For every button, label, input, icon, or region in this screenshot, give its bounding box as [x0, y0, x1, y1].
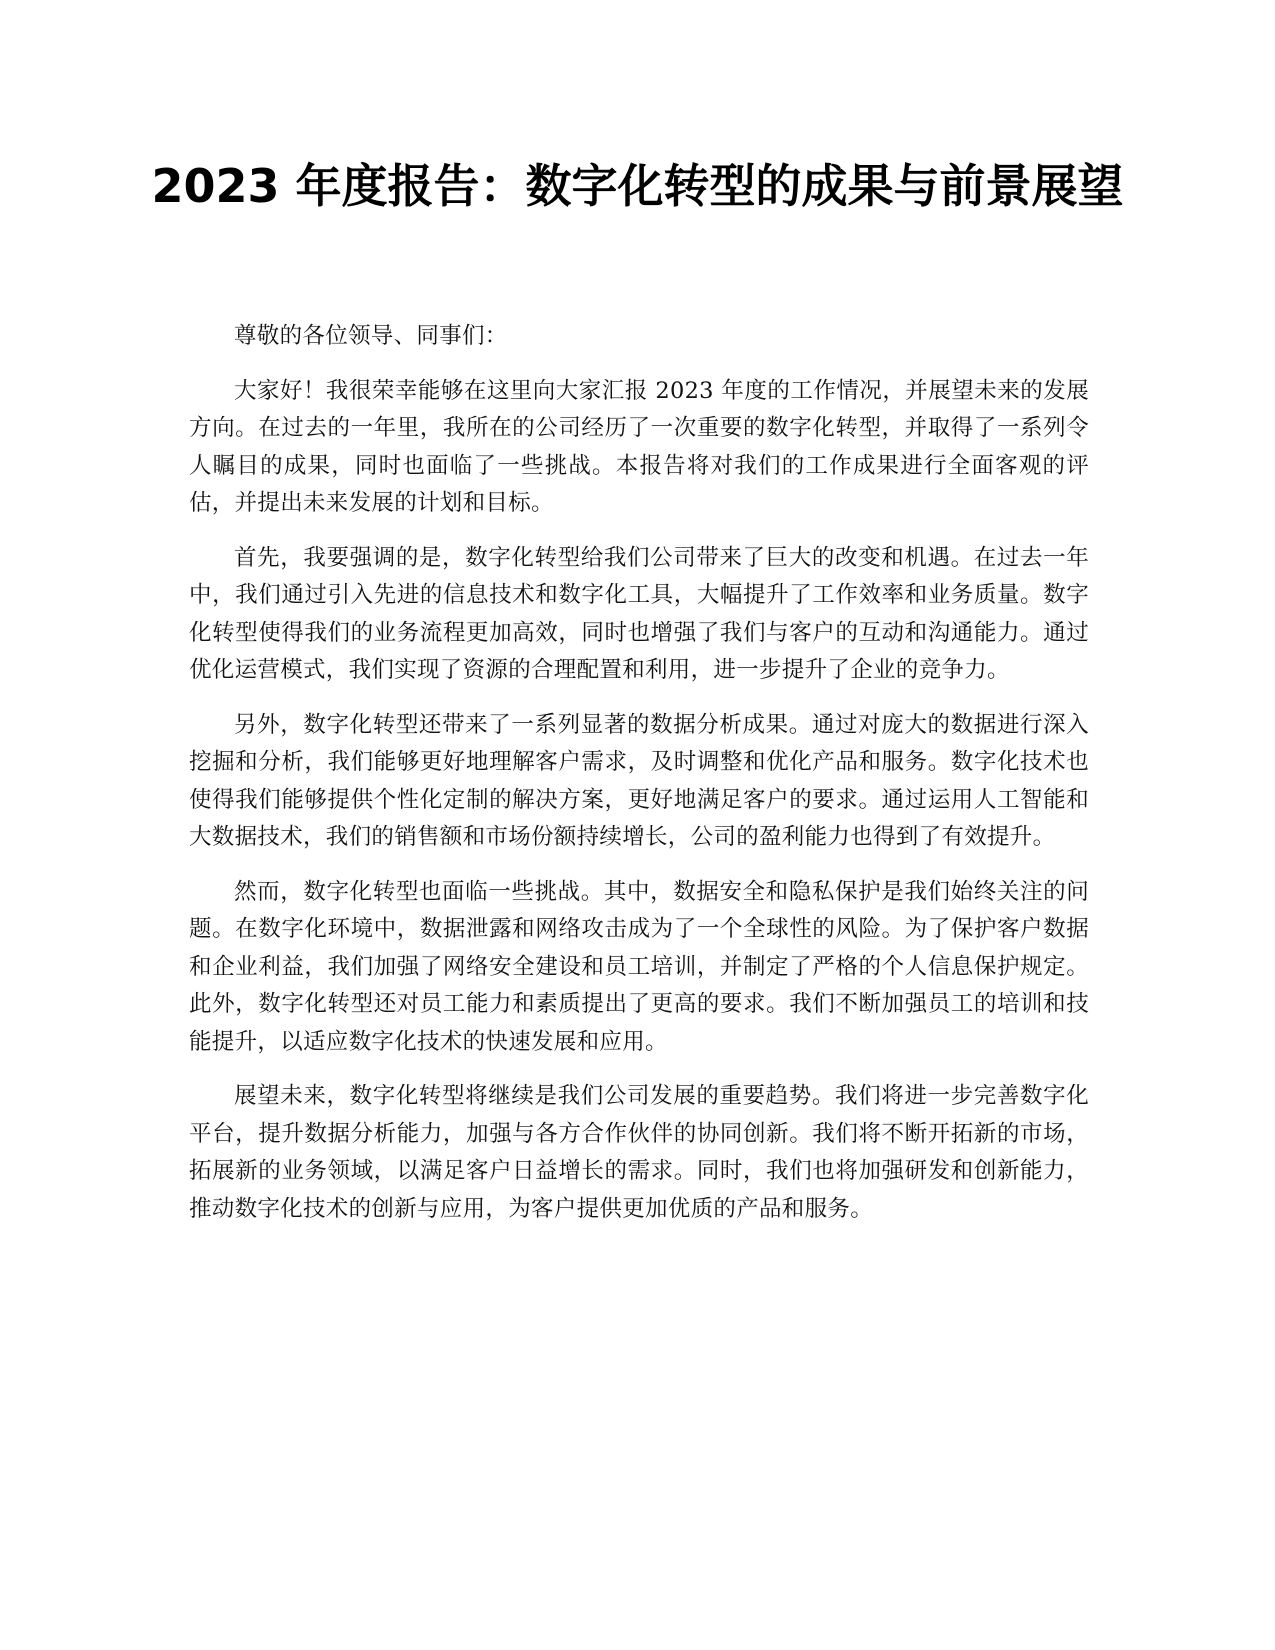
- document-body: [189, 318, 1089, 1245]
- achievements-paragraph: 首先，我要强调的是，数字化转型给我们公司带来了巨大的改变和机遇。在过去一年中，我们通过引入先进的信息技术和数字化工具，大幅提升了工作效率和业务质量。数字化转型使得我们的业务流程更加高效，同时也增强了我们与客户的互动和沟通能力。通过优化运营模式，我们实现了资源的合理配置和利用，进一步提升了企业的竞争力。: [189, 544, 1089, 683]
- salutation-paragraph: 尊敬的各位领导、同事们：: [234, 323, 508, 349]
- challenges-paragraph: 然而，数字化转型也面临一些挑战。其中，数据安全和隐私保护是我们始终关注的问题。在数字化环境中，数据泄露和网络攻击成为了一个全球性的风险。为了保护客户数据和企业利益，我们加强了网络安全建设和员工培训，并制定了严格的个人信息保护规定。此外，数字化转型还对员工能力和素质提出了更高的要求。我们不断加强员工的培训和技能提升，以适应数字化技术的快速发展和应用。: [189, 878, 1089, 1055]
- outlook-paragraph: 展望未来，数字化转型将继续是我们公司发展的重要趋势。我们将进一步完善数字化平台，提升数据分析能力，加强与各方合作伙伴的协同创新。我们将不断开拓新的市场，拓展新的业务领域，以满足客户日益增长的需求。同时，我们也将加强研发和创新能力，推动数字化技术的创新与应用，为客户提供更加优质的产品和服务。: [189, 1083, 1089, 1222]
- document-title: 2023 年度报告：数字化转型的成果与前景展望: [151, 159, 1124, 213]
- data-analysis-paragraph: 另外，数字化转型还带来了一系列显著的数据分析成果。通过对庞大的数据进行深入挖掘和分析，我们能够更好地理解客户需求，及时调整和优化产品和服务。数字化技术也使得我们能够提供个性化定制的解决方案，更好地满足客户的要求。通过运用人工智能和大数据技术，我们的销售额和市场份额持续增长，公司的盈利能力也得到了有效提升。: [189, 711, 1089, 850]
- intro-paragraph: 大家好！我很荣幸能够在这里向大家汇报 2023 年度的工作情况，并展望未来的发展方向。在过去的一年里，我所在的公司经历了一次重要的数字化转型，并取得了一系列令人瞩目的成果，同时也面临了一些挑战。本报告将对我们的工作成果进行全面客观的评估，并提出未来发展的计划和目标。: [189, 377, 1089, 516]
